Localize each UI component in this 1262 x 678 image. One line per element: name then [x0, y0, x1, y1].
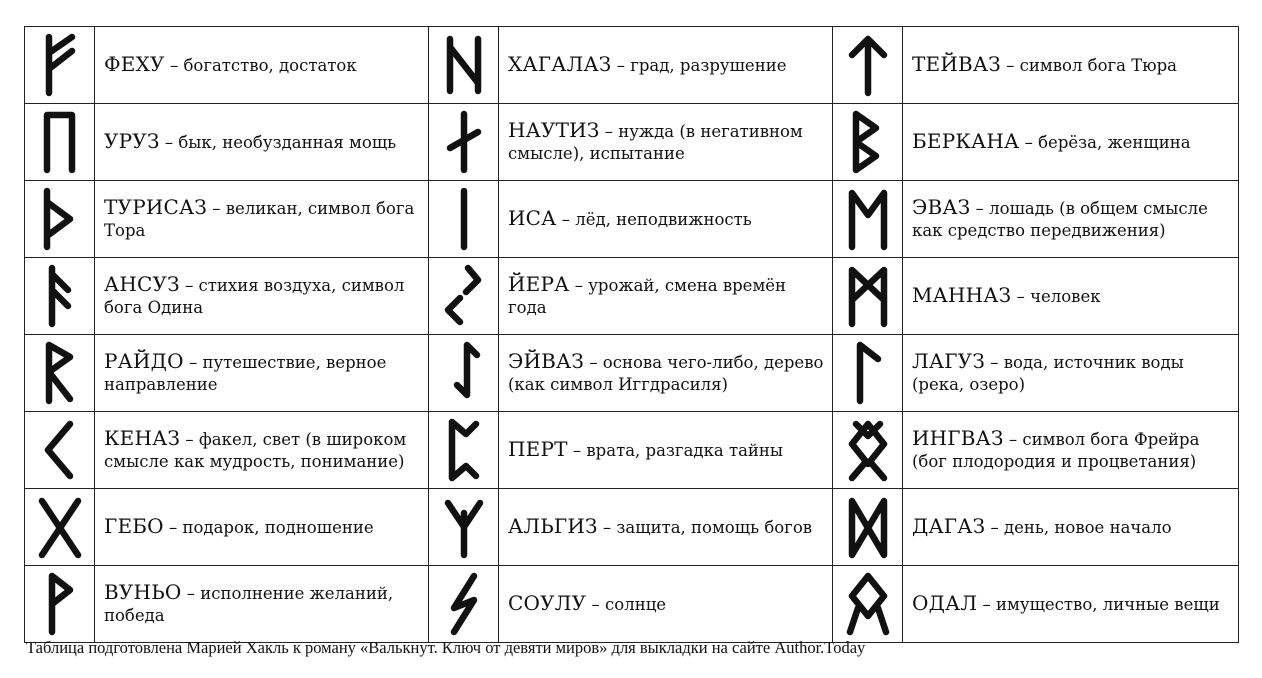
- rune-stroke: [457, 345, 477, 395]
- ehwaz-rune-icon: [840, 185, 896, 253]
- rune-stroke: [860, 345, 878, 401]
- rune-name: ЭЙВАЗ: [508, 349, 585, 373]
- table-row: [25, 258, 1239, 335]
- rune-glyph-cell: [25, 104, 95, 181]
- rune-meaning: – богатство, достаток: [169, 56, 357, 75]
- rune-name: ИНГВАЗ: [912, 426, 1004, 450]
- kenaz-rune-icon: [32, 416, 88, 484]
- rune-description-cell: [903, 566, 1239, 643]
- rune-description-cell: [95, 258, 429, 335]
- rune-meaning: – символ бога Фрейра (бог плодородия и процветания): [912, 430, 1200, 471]
- rune-glyph-cell: [833, 104, 903, 181]
- rune-glyph-cell: [833, 335, 903, 412]
- rune-description-cell: [499, 566, 833, 643]
- rune-meaning: – вода, источник воды (река, озеро): [912, 353, 1184, 394]
- rune-glyph-cell: [25, 412, 95, 489]
- rune-stroke: [452, 422, 476, 478]
- rune-stroke: [49, 37, 72, 93]
- nauthiz-rune-icon: [436, 108, 492, 176]
- rune-stroke: [852, 193, 884, 247]
- rune-name: ТУРИСАЗ: [104, 195, 208, 219]
- laguz-rune-icon: [840, 339, 896, 407]
- rune-glyph-cell: [25, 489, 95, 566]
- rune-meaning: – символ бога Тюра: [1006, 56, 1178, 75]
- rune-stroke: [49, 345, 70, 401]
- table-row: [25, 181, 1239, 258]
- rune-glyph-cell: [833, 412, 903, 489]
- rune-stroke: [450, 114, 478, 170]
- rune-glyph-cell: [833, 27, 903, 104]
- rune-description-cell: [903, 258, 1239, 335]
- rune-stroke: [852, 270, 884, 324]
- rune-table: [24, 26, 1239, 643]
- rune-meaning: – подарок, подношение: [169, 518, 374, 537]
- rune-stroke: [448, 503, 480, 555]
- rune-name: ФЕХУ: [104, 52, 165, 76]
- table-row: [25, 489, 1239, 566]
- rune-stroke: [450, 39, 478, 91]
- rune-meaning: – берёза, женщина: [1024, 133, 1191, 152]
- table-row: [25, 566, 1239, 643]
- rune-description-cell: [95, 27, 429, 104]
- rune-description-cell: [903, 181, 1239, 258]
- rune-meaning: – исполнение желаний, победа: [104, 584, 394, 625]
- raido-rune-icon: [32, 339, 88, 407]
- rune-name: ДАГАЗ: [912, 514, 986, 538]
- rune-description-cell: [903, 104, 1239, 181]
- rune-name: АНСУЗ: [104, 272, 180, 296]
- rune-meaning: – путешествие, верное направление: [104, 353, 387, 394]
- rune-description-cell: [95, 489, 429, 566]
- rune-glyph-cell: [25, 181, 95, 258]
- rune-glyph-cell: [25, 335, 95, 412]
- rune-meaning: – солнце: [591, 595, 667, 614]
- rune-glyph-cell: [429, 104, 499, 181]
- rune-glyph-cell: [833, 181, 903, 258]
- rune-description-cell: [499, 181, 833, 258]
- isa-rune-icon: [436, 185, 492, 253]
- perthro-rune-icon: [436, 416, 492, 484]
- rune-name: АЛЬГИЗ: [508, 514, 598, 538]
- rune-description-cell: [95, 412, 429, 489]
- fehu-rune-icon: [32, 31, 88, 99]
- rune-name: ГЕБО: [104, 514, 164, 538]
- rune-description-cell: [499, 412, 833, 489]
- rune-glyph-cell: [429, 335, 499, 412]
- rune-glyph-cell: [25, 27, 95, 104]
- ingwaz-rune-icon: [840, 416, 896, 484]
- rune-glyph-cell: [429, 258, 499, 335]
- sowilo-rune-icon: [436, 570, 492, 638]
- rune-name: ЛАГУЗ: [912, 349, 985, 373]
- rune-description-cell: [95, 566, 429, 643]
- rune-name: БЕРКАНА: [912, 129, 1020, 153]
- rune-glyph-cell: [429, 181, 499, 258]
- rune-name: УРУЗ: [104, 129, 160, 153]
- rune-stroke: [856, 114, 876, 170]
- rune-name: ПЕРТ: [508, 437, 568, 461]
- rune-name: КЕНАЗ: [104, 426, 181, 450]
- wunjo-rune-icon: [32, 570, 88, 638]
- rune-stroke: [52, 268, 68, 324]
- rune-glyph-cell: [429, 489, 499, 566]
- rune-meaning: – лошадь (в общем смысле как средство передвижения): [912, 199, 1208, 240]
- rune-meaning: – град, разрушение: [616, 56, 787, 75]
- rune-glyph-cell: [833, 489, 903, 566]
- ansuz-rune-icon: [32, 262, 88, 330]
- dagaz-rune-icon: [840, 493, 896, 561]
- rune-stroke: [47, 191, 70, 247]
- rune-glyph-cell: [429, 412, 499, 489]
- berkano-rune-icon: [840, 108, 896, 176]
- rune-meaning: – имущество, личные вещи: [982, 595, 1220, 614]
- rune-description-cell: [95, 181, 429, 258]
- rune-stroke: [852, 39, 884, 93]
- rune-stroke: [48, 424, 70, 476]
- rune-glyph-cell: [25, 258, 95, 335]
- rune-meaning: – великан, символ бога Тора: [104, 199, 415, 240]
- rune-name: ЙЕРА: [508, 272, 570, 296]
- rune-glyph-cell: [25, 566, 95, 643]
- rune-name: РАЙДО: [104, 349, 184, 373]
- table-row: [25, 412, 1239, 489]
- rune-stroke: [852, 501, 884, 555]
- othala-rune-icon: [840, 570, 896, 638]
- rune-description-cell: [499, 258, 833, 335]
- rune-meaning: – врата, разгадка тайны: [572, 441, 784, 460]
- rune-name: ОДАЛ: [912, 591, 978, 615]
- algiz-rune-icon: [436, 493, 492, 561]
- rune-stroke: [454, 576, 474, 632]
- rune-meaning: – день, новое начало: [990, 518, 1172, 537]
- rune-name: МАННАЗ: [912, 283, 1012, 307]
- mannaz-rune-icon: [840, 262, 896, 330]
- rune-name: ВУНЬО: [104, 580, 182, 604]
- rune-name: НАУТИЗ: [508, 118, 600, 142]
- rune-description-cell: [903, 335, 1239, 412]
- tiwaz-rune-icon: [840, 31, 896, 99]
- rune-meaning: – бык, необузданная мощь: [164, 133, 397, 152]
- rune-meaning: – нужда (в негативном смысле), испытание: [508, 122, 803, 163]
- rune-meaning: – стихия воздуха, символ бога Одина: [104, 276, 405, 317]
- uruz-rune-icon: [32, 108, 88, 176]
- rune-description-cell: [499, 489, 833, 566]
- gebo-rune-icon: [32, 493, 88, 561]
- table-row: [25, 335, 1239, 412]
- rune-name: ИСА: [508, 206, 557, 230]
- rune-stroke: [448, 268, 478, 322]
- rune-stroke: [52, 576, 70, 632]
- table-caption: Таблица подготовлена Марией Хакль к роману «Валькнут. Ключ от девяти миров» для выкладки на сайте Author.Today: [26, 638, 866, 657]
- rune-meaning: – защита, помощь богов: [602, 518, 813, 537]
- rune-name: ЭВАЗ: [912, 195, 971, 219]
- rune-description-cell: [95, 104, 429, 181]
- rune-description-cell: [95, 335, 429, 412]
- rune-glyph-cell: [429, 566, 499, 643]
- rune-description-cell: [903, 489, 1239, 566]
- table-row: [25, 104, 1239, 181]
- table-row: [25, 27, 1239, 104]
- rune-stroke: [47, 115, 72, 170]
- rune-glyph-cell: [429, 27, 499, 104]
- rune-meaning: – урожай, смена времён года: [508, 276, 787, 317]
- rune-meaning: – лёд, неподвижность: [561, 210, 752, 229]
- rune-name: ХАГАЛАЗ: [508, 52, 612, 76]
- rune-name: ТЕЙВАЗ: [912, 52, 1001, 76]
- rune-stroke: [852, 424, 884, 478]
- rune-stroke: [850, 576, 886, 632]
- rune-description-cell: [903, 27, 1239, 104]
- rune-description-cell: [499, 335, 833, 412]
- rune-description-cell: [499, 104, 833, 181]
- rune-glyph-cell: [833, 566, 903, 643]
- hagalaz-rune-icon: [436, 31, 492, 99]
- rune-meaning: – человек: [1016, 287, 1101, 306]
- rune-meaning: – основа чего-либо, дерево (как символ Иггдрасиля): [508, 353, 824, 394]
- rune-meaning: – факел, свет (в широком смысле как мудрость, понимание): [104, 430, 407, 471]
- rune-name: СОУЛУ: [508, 591, 587, 615]
- jera-rune-icon: [436, 262, 492, 330]
- thurisaz-rune-icon: [32, 185, 88, 253]
- rune-description-cell: [903, 412, 1239, 489]
- rune-table-body: [25, 27, 1239, 643]
- rune-glyph-cell: [833, 258, 903, 335]
- eihwaz-rune-icon: [436, 339, 492, 407]
- rune-description-cell: [499, 27, 833, 104]
- rune-stroke: [42, 501, 78, 555]
